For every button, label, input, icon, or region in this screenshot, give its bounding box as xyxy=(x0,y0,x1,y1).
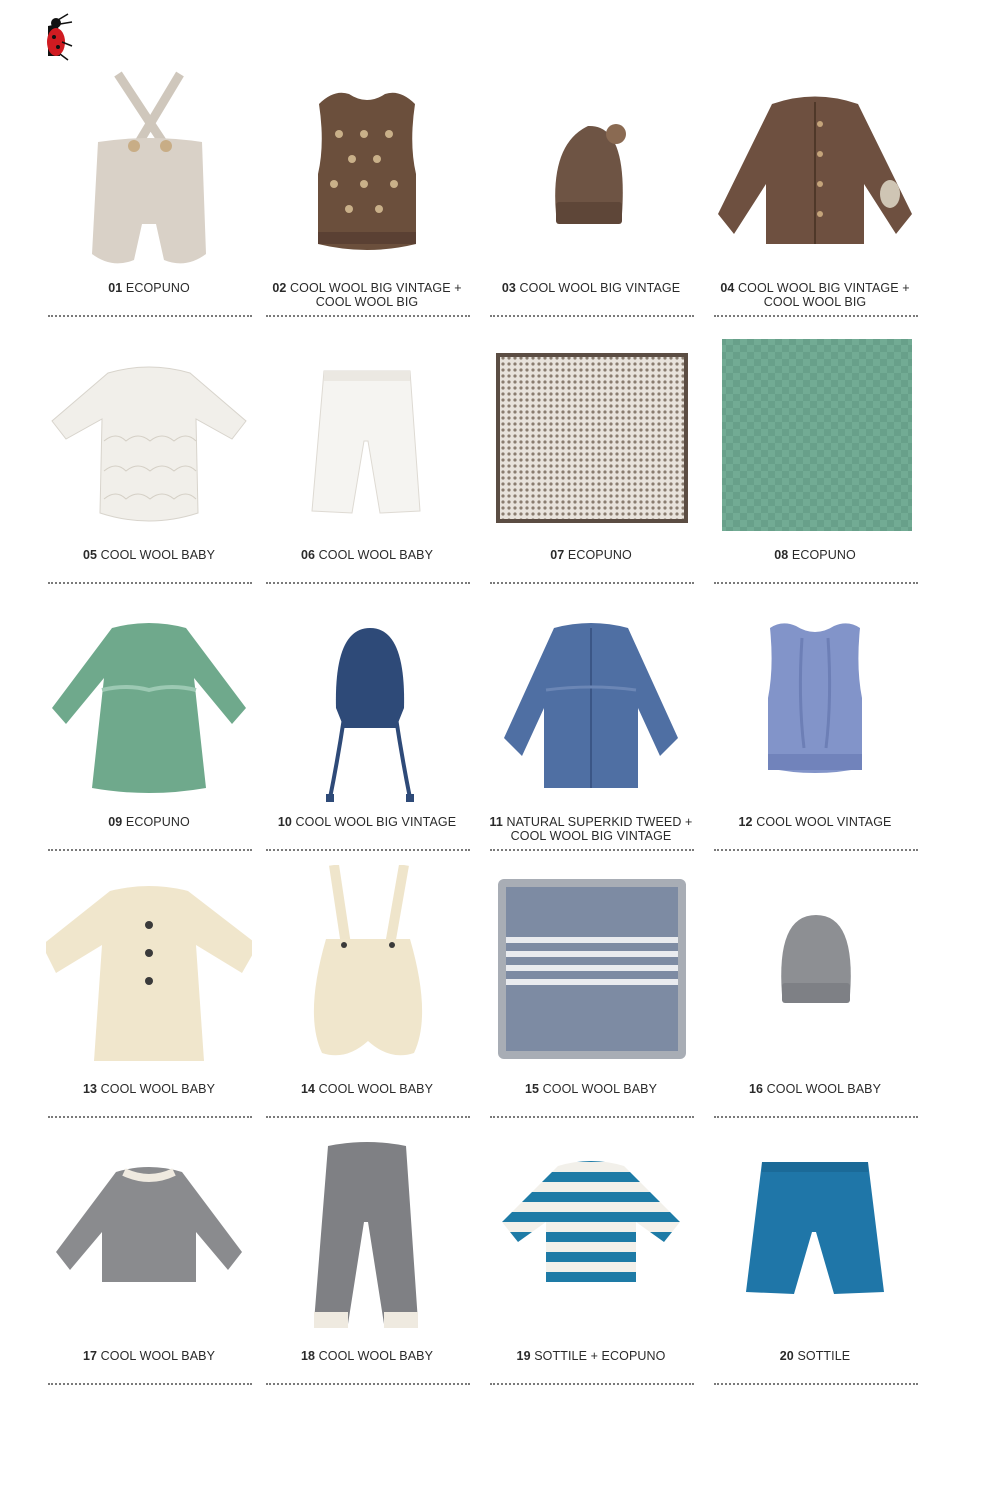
product-tile[interactable] xyxy=(488,64,694,319)
product-caption: 16 COOL WOOL BABY xyxy=(748,1082,882,1096)
vest-icon xyxy=(712,598,918,808)
dotted-divider xyxy=(48,315,252,317)
grid-row xyxy=(46,1132,926,1399)
dotted-divider xyxy=(48,1116,252,1118)
shorts-icon xyxy=(264,331,470,541)
ladybug-logo-icon xyxy=(44,12,76,62)
product-tile[interactable] xyxy=(712,598,918,853)
product-tile[interactable] xyxy=(264,598,470,853)
romper-icon xyxy=(264,865,470,1075)
earflap-hat-icon xyxy=(264,598,470,808)
dotted-divider xyxy=(266,1116,470,1118)
product-tile[interactable] xyxy=(712,331,918,586)
product-tile[interactable] xyxy=(488,865,694,1120)
product-caption: 12 COOL WOOL VINTAGE xyxy=(738,815,892,829)
dotted-divider xyxy=(714,315,918,317)
pants-icon xyxy=(264,1132,470,1342)
product-caption: 19 SOTTILE + ECOPUNO xyxy=(516,1349,666,1363)
product-caption: 18 COOL WOOL BABY xyxy=(300,1349,434,1363)
product-tile[interactable] xyxy=(46,331,252,586)
grid-row xyxy=(46,64,926,331)
sweater-icon xyxy=(46,1132,252,1342)
dotted-divider xyxy=(266,1383,470,1385)
product-tile[interactable] xyxy=(488,331,694,586)
dotted-divider xyxy=(714,1116,918,1118)
product-caption: 04 COOL WOOL BIG VINTAGE + COOL WOOL BIG xyxy=(720,281,910,309)
blanket-icon xyxy=(712,331,918,541)
product-caption: 09 ECOPUNO xyxy=(108,815,190,829)
dotted-divider xyxy=(48,582,252,584)
product-caption: 13 COOL WOOL BABY xyxy=(82,1082,216,1096)
dotted-divider xyxy=(266,315,470,317)
dotted-divider xyxy=(490,1116,694,1118)
product-caption: 08 ECOPUNO xyxy=(774,548,856,562)
dress-icon xyxy=(46,598,252,808)
product-tile[interactable] xyxy=(712,64,918,319)
product-caption: 14 COOL WOOL BABY xyxy=(300,1082,434,1096)
dotted-divider xyxy=(714,849,918,851)
dotted-divider xyxy=(714,1383,918,1385)
beanie-icon xyxy=(488,64,694,274)
lace-top-icon xyxy=(46,331,252,541)
product-tile[interactable] xyxy=(264,331,470,586)
product-tile[interactable] xyxy=(46,64,252,319)
product-caption: 03 COOL WOOL BIG VINTAGE xyxy=(501,281,681,295)
product-caption: 10 COOL WOOL BIG VINTAGE xyxy=(277,815,457,829)
product-tile[interactable] xyxy=(46,1132,252,1387)
dotted-divider xyxy=(490,582,694,584)
grid-row xyxy=(46,865,926,1132)
product-caption: 11 NATURAL SUPERKID TWEED + COOL WOOL BIG VINTAGE xyxy=(489,815,693,843)
shorts-icon xyxy=(712,1132,918,1342)
product-caption: 17 COOL WOOL BABY xyxy=(82,1349,216,1363)
product-caption: 15 COOL WOOL BABY xyxy=(524,1082,658,1096)
vest-icon xyxy=(264,64,470,274)
striped-tee-icon xyxy=(488,1132,694,1342)
product-tile[interactable] xyxy=(488,1132,694,1387)
tunic-icon xyxy=(46,865,252,1075)
product-grid xyxy=(46,64,926,1399)
product-caption: 02 COOL WOOL BIG VINTAGE + COOL WOOL BIG xyxy=(272,281,462,309)
product-tile[interactable] xyxy=(712,1132,918,1387)
product-tile[interactable] xyxy=(46,598,252,853)
product-tile[interactable] xyxy=(264,64,470,319)
grid-row xyxy=(46,331,926,598)
product-tile[interactable] xyxy=(488,598,694,853)
overalls-icon xyxy=(46,64,252,274)
dotted-divider xyxy=(266,849,470,851)
cardigan-icon xyxy=(712,64,918,274)
product-tile[interactable] xyxy=(712,865,918,1120)
dotted-divider xyxy=(48,1383,252,1385)
product-tile[interactable] xyxy=(264,1132,470,1387)
product-tile[interactable] xyxy=(264,865,470,1120)
product-caption: 06 COOL WOOL BABY xyxy=(300,548,434,562)
dotted-divider xyxy=(490,849,694,851)
dotted-divider xyxy=(48,849,252,851)
product-caption: 05 COOL WOOL BABY xyxy=(82,548,216,562)
jacket-icon xyxy=(488,598,694,808)
blanket-icon xyxy=(488,331,694,541)
dotted-divider xyxy=(266,582,470,584)
dotted-divider xyxy=(490,315,694,317)
grid-row xyxy=(46,598,926,865)
product-tile[interactable] xyxy=(46,865,252,1120)
striped-blanket-icon xyxy=(488,865,694,1075)
product-caption: 07 ECOPUNO xyxy=(550,548,632,562)
beanie-icon xyxy=(712,865,918,1075)
dotted-divider xyxy=(714,582,918,584)
product-caption: 20 SOTTILE xyxy=(779,1349,851,1363)
dotted-divider xyxy=(490,1383,694,1385)
product-caption: 01 ECOPUNO xyxy=(108,281,190,295)
